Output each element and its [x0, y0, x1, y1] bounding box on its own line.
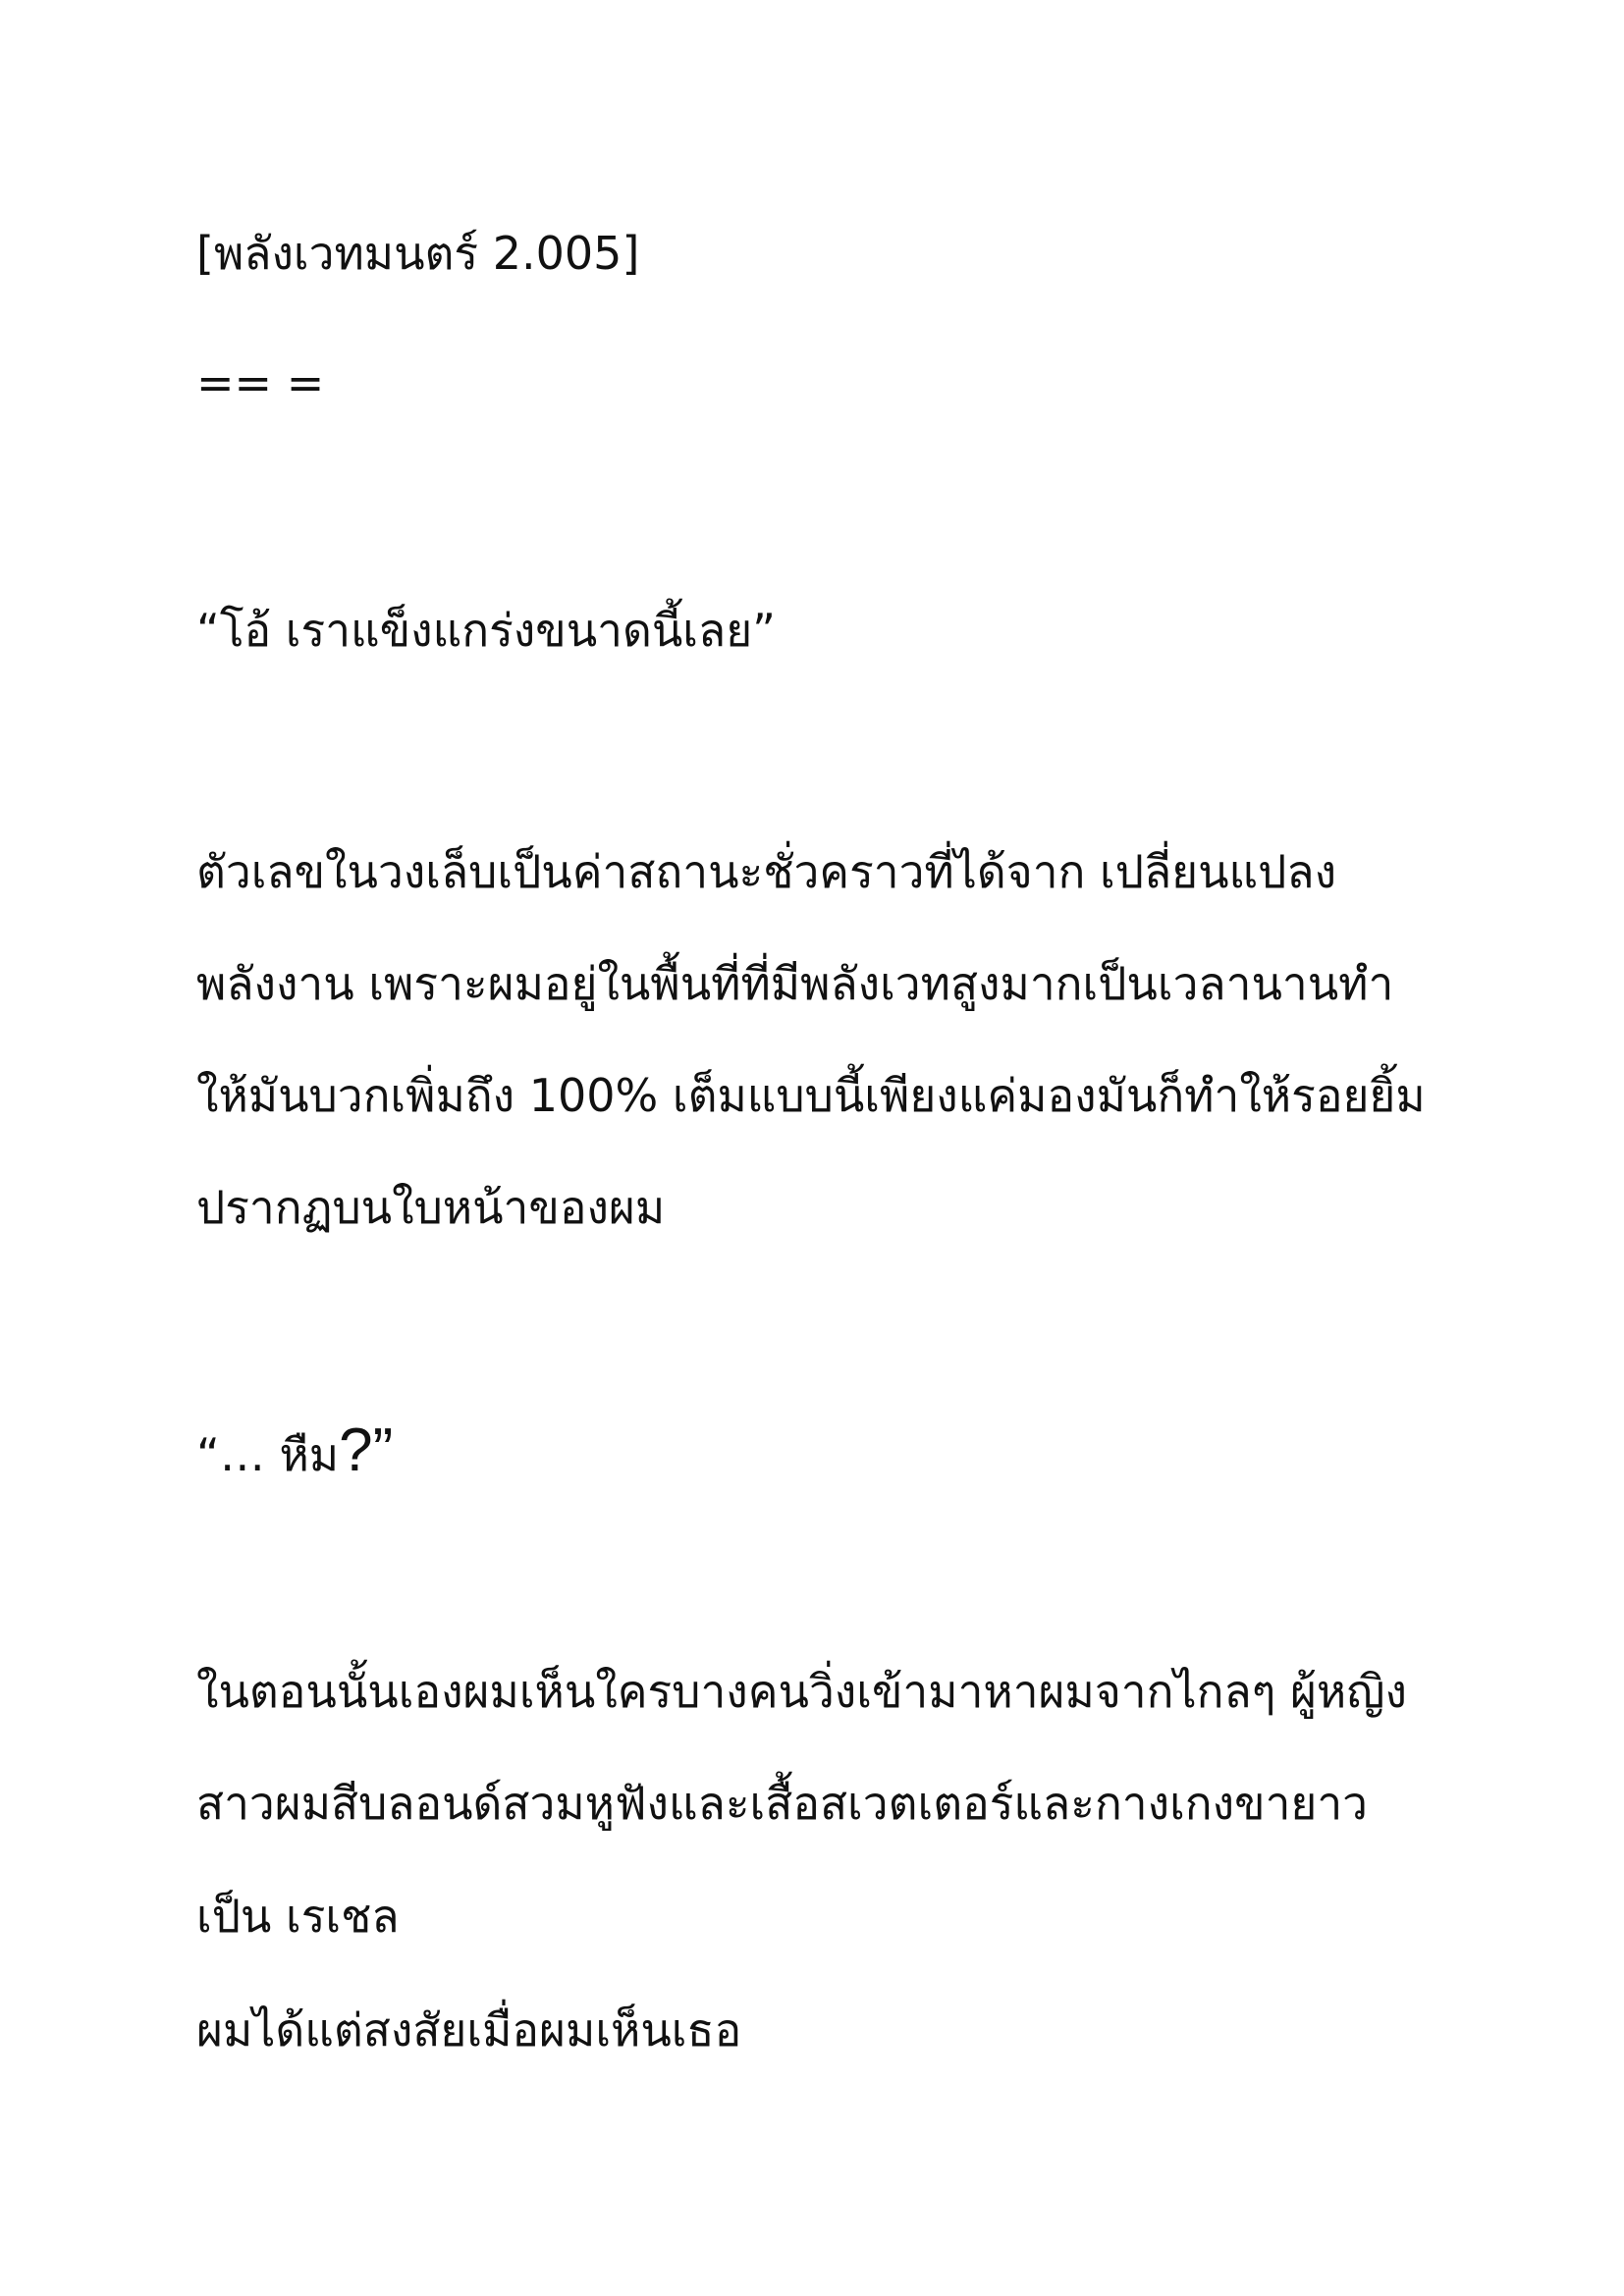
paragraph-2-line-2: สาวผมสีบลอนด์สวมหูฟังและเสื้อสเวตเตอร์และกางเกงขายาว [196, 1777, 1369, 1830]
dialogue-line-2 [196, 1416, 394, 1484]
dialogue-line-1: “โอ้ เราแข็งแกร่งขนาดนี้เลย” [196, 604, 777, 657]
paragraph-1-line-1: ตัวเลขในวงเล็บเป็นค่าสถานะชั่วคราวที่ได้จาก เปลี่ยนแปลง [196, 845, 1337, 898]
paragraph-2-line-3: เป็น เรเชล [196, 1890, 400, 1943]
paragraph-2-line-1: ในตอนนั้นเองผมเห็นใครบางคนวิ่งเข้ามาหาผมจากไกลๆ ผู้หญิง [196, 1665, 1407, 1718]
dialogue-line-2-text: “… หืม [196, 1428, 340, 1481]
section-separator: == = [196, 356, 325, 409]
paragraph-1-line-4: ปรากฏบนใบหน้าของผม [196, 1181, 666, 1234]
paragraph-3: ผมได้แต่สงสัยเมื่อผมเห็นเธอ [196, 2003, 742, 2056]
chapter-heading: [พลังเวทมนตร์ 2.005] [196, 227, 640, 280]
paragraph-1-line-3: ให้มันบวกเพิ่มถึง 100% เต็มแบบนี้เพียงแค่มองมันก็ทำให้รอยยิ้ม [196, 1069, 1426, 1122]
paragraph-1-line-2: พลังงาน เพราะผมอยู่ในพื้นที่ที่มีพลังเวทสูงมากเป็นเวลานานทำ [196, 957, 1394, 1010]
dialogue-line-2-question: ?” [339, 1416, 394, 1484]
